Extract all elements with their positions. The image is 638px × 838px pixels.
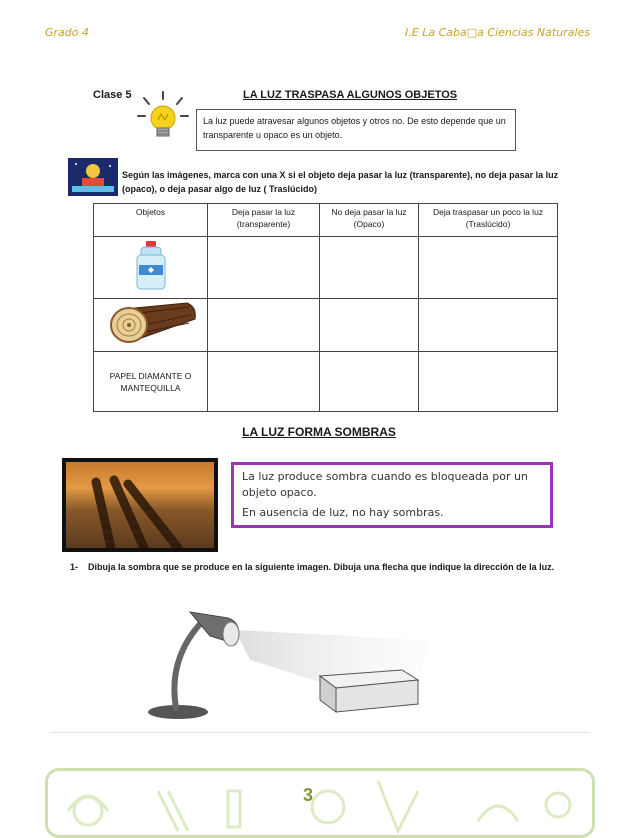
- lamp-scene: [140, 600, 430, 722]
- translucent-cell[interactable]: [419, 352, 558, 412]
- table-row: [94, 352, 558, 412]
- page-number: 3: [303, 785, 314, 805]
- opaque-cell[interactable]: [320, 352, 419, 412]
- col-header-objects: Objetos: [94, 204, 208, 237]
- table-row: [94, 237, 558, 299]
- transparent-cell[interactable]: [208, 237, 320, 299]
- opaque-cell[interactable]: [320, 299, 419, 352]
- object-cell-bottle: [94, 237, 208, 299]
- shadow-info-line2: En ausencia de luz, no hay sombras.: [242, 506, 444, 519]
- lesson-title: LA LUZ TRASPASA ALGUNOS OBJETOS: [243, 89, 458, 101]
- info-box: La luz puede atravesar algunos objetos y otros no. De esto depende que un transparente u opaco es un objeto.: [196, 109, 516, 151]
- col-header-opaque: No deja pasar la luz (Opaco): [320, 204, 419, 237]
- table-row: [94, 299, 558, 352]
- water-bottle-icon: [131, 239, 171, 293]
- shadow-photo: [62, 458, 218, 552]
- object-cell-paper: PAPEL DIAMANTE O MANTEQUILLA: [94, 352, 208, 412]
- lightbulb-icon: [136, 90, 190, 150]
- header-grade: Grado 4: [45, 26, 89, 39]
- science-icon: [48, 771, 592, 835]
- header-school: I.E La Caba□a Ciencias Naturales: [405, 26, 590, 39]
- section-title-shadows: LA LUZ FORMA SOMBRAS: [242, 425, 396, 439]
- col-header-transparent: Deja pasar la luz (transparente): [208, 204, 320, 237]
- opaque-cell[interactable]: [320, 237, 419, 299]
- table-header-row: [94, 204, 558, 237]
- transparent-cell[interactable]: [208, 352, 320, 412]
- desk-lamp-icon: [148, 612, 239, 719]
- divider: [50, 732, 590, 733]
- instruction-text: Según las imágenes, marca con una X si el objeto deja pasar la luz (transparente), no deja pasar la luz (opaco), o deja pasar algo de luz ( Traslúcido): [122, 170, 559, 194]
- transparent-cell[interactable]: [208, 299, 320, 352]
- col-header-translucent: Deja traspasar un poco la luz (Traslúcido): [419, 204, 558, 237]
- object-cell-log: [94, 299, 208, 352]
- footer-frame: [45, 768, 595, 838]
- classification-table: [93, 203, 558, 412]
- shadow-info-box: [231, 462, 553, 528]
- translucent-cell[interactable]: [419, 237, 558, 299]
- children-reading-icon: [68, 158, 118, 196]
- question-text: Dibuja la sombra que se produce en la siguiente imagen. Dibuja una flecha que indique la dirección de la luz.: [88, 562, 555, 572]
- question-number: 1-: [70, 562, 79, 572]
- shadow-info-line1: La luz produce sombra cuando es bloqueada por un objeto opaco.: [242, 470, 528, 499]
- box-icon: [320, 670, 418, 712]
- class-label: Clase 5: [93, 89, 132, 101]
- translucent-cell[interactable]: [419, 299, 558, 352]
- log-icon: [105, 301, 197, 347]
